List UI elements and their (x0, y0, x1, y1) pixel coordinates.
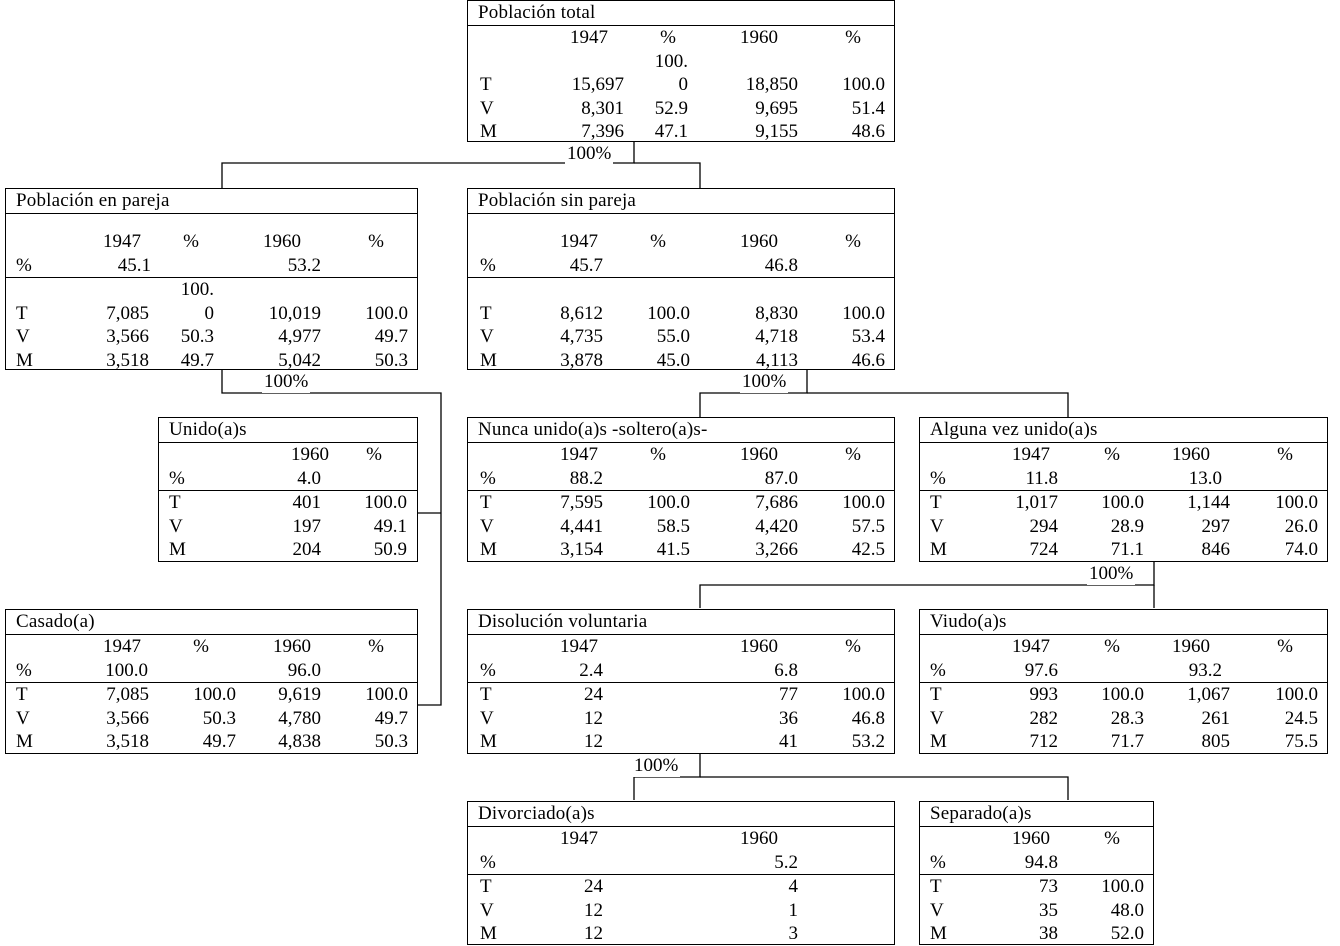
value-cell: 4,441 (560, 515, 603, 537)
value-cell: 100.0 (365, 684, 408, 705)
row-label: V (480, 899, 494, 921)
value-cell: 7,085 (106, 302, 149, 324)
pct-value: 11.8 (1025, 467, 1058, 489)
box-title: Separado(a)s (920, 802, 1153, 827)
value-cell: 100.0 (647, 302, 690, 324)
row-label: V (930, 899, 944, 921)
value-cell: 846 (1201, 539, 1230, 560)
row-label: V (480, 326, 494, 347)
box-title: Población sin pareja (468, 189, 894, 214)
value-cell: 100.0 (1101, 876, 1144, 897)
value-cell: 3,154 (560, 539, 603, 560)
value-cell: 49.1 (373, 515, 407, 537)
value-cell: 0 (204, 302, 214, 324)
col-header: % (650, 444, 666, 465)
value-cell: 3,266 (755, 539, 798, 560)
box-nunca-unidos (467, 417, 895, 562)
box-title: Nunca unido(a)s -soltero(a)s- (468, 418, 894, 443)
overflow-fragment: 100. (654, 50, 688, 72)
value-cell: 100.0 (1275, 492, 1318, 513)
overflow-fragment: 100. (180, 279, 214, 300)
value-cell: 100.0 (647, 492, 690, 513)
value-cell: 294 (1029, 515, 1058, 537)
connector-label-sinpareja: 100% (742, 371, 787, 392)
value-cell: 1,144 (1187, 492, 1230, 513)
pct-value: 13.0 (1188, 467, 1222, 489)
pct-value: 96.0 (287, 659, 321, 681)
value-cell: 75.5 (1284, 731, 1318, 752)
col-header: % (845, 636, 861, 657)
pct-label: % (930, 659, 946, 681)
col-header: % (1104, 828, 1120, 849)
col-header: 1960 (740, 828, 778, 849)
value-cell: 51.4 (851, 97, 885, 119)
value-cell: 4,718 (755, 326, 798, 347)
box-poblacion-total (467, 0, 895, 142)
col-header: 1947 (570, 27, 608, 48)
col-header: 1960 (1012, 828, 1050, 849)
row-label: V (169, 515, 183, 537)
pct-value: 2.4 (579, 659, 603, 681)
col-header: % (183, 231, 199, 252)
value-cell: 5,042 (278, 349, 321, 371)
value-cell: 8,830 (755, 302, 798, 324)
row-label: T (16, 302, 28, 324)
box-title: Disolución voluntaria (468, 610, 894, 635)
col-header: % (368, 636, 384, 657)
value-cell: 4,780 (278, 707, 321, 729)
col-header: 1960 (1172, 636, 1210, 657)
box-title: Viudo(a)s (920, 610, 1327, 635)
col-header: 1960 (740, 27, 778, 48)
col-header: 1947 (560, 444, 598, 465)
connector-label-disolucion: 100% (634, 755, 679, 776)
value-cell: 3,878 (560, 349, 603, 371)
pct-label: % (480, 254, 496, 276)
value-cell: 100.0 (1275, 684, 1318, 705)
col-header: % (1104, 636, 1120, 657)
value-cell: 100.0 (365, 302, 408, 324)
value-cell: 12 (584, 899, 603, 921)
value-cell: 49.7 (374, 326, 408, 347)
pct-value: 100.0 (105, 659, 148, 681)
value-cell: 58.5 (656, 515, 690, 537)
col-header: % (845, 231, 861, 252)
value-cell: 712 (1029, 731, 1058, 752)
value-cell: 7,595 (560, 492, 603, 513)
pct-label: % (480, 467, 496, 489)
value-cell: 3,518 (106, 349, 149, 371)
value-cell: 7,085 (106, 684, 149, 705)
value-cell: 297 (1201, 515, 1230, 537)
value-cell: 73 (1039, 876, 1058, 897)
value-cell: 4,113 (755, 349, 798, 371)
value-cell: 7,686 (755, 492, 798, 513)
row-label: T (480, 876, 492, 897)
pct-value: 87.0 (764, 467, 798, 489)
row-label: T (930, 876, 942, 897)
value-cell: 4,838 (278, 731, 321, 752)
row-label: T (480, 684, 492, 705)
col-header: % (845, 444, 861, 465)
pct-value: 45.1 (117, 254, 151, 276)
value-cell: 8,301 (581, 97, 624, 119)
value-cell: 993 (1029, 684, 1058, 705)
value-cell: 9,155 (755, 121, 798, 142)
row-label: M (480, 121, 497, 142)
col-header: 1960 (740, 636, 778, 657)
row-label: T (930, 684, 942, 705)
value-cell: 18,850 (745, 74, 798, 95)
box-separados (919, 801, 1154, 945)
pct-value: 94.8 (1024, 851, 1058, 873)
value-cell: 100.0 (842, 492, 885, 513)
value-cell: 12 (584, 923, 603, 944)
value-cell: 261 (1201, 707, 1230, 729)
col-header: 1960 (1172, 444, 1210, 465)
value-cell: 41 (779, 731, 798, 752)
col-header: % (193, 636, 209, 657)
value-cell: 1,067 (1187, 684, 1230, 705)
value-cell: 49.7 (180, 349, 214, 371)
value-cell: 28.9 (1110, 515, 1144, 537)
row-label: T (169, 492, 181, 513)
value-cell: 49.7 (374, 707, 408, 729)
row-label: M (480, 349, 497, 371)
box-title: Población en pareja (6, 189, 417, 214)
pct-value: 53.2 (287, 254, 321, 276)
box-poblacion-en-pareja (5, 188, 418, 370)
value-cell: 282 (1029, 707, 1058, 729)
value-cell: 100.0 (1101, 684, 1144, 705)
box-title: Población total (468, 1, 894, 26)
value-cell: 9,619 (278, 684, 321, 705)
value-cell: 4,735 (560, 326, 603, 347)
value-cell: 42.5 (851, 539, 885, 560)
value-cell: 0 (678, 74, 688, 95)
row-label: V (16, 707, 30, 729)
row-label: M (16, 731, 33, 752)
value-cell: 38 (1039, 923, 1058, 944)
col-header: % (845, 27, 861, 48)
value-cell: 50.3 (202, 707, 236, 729)
value-cell: 36 (779, 707, 798, 729)
value-cell: 197 (292, 515, 321, 537)
connector-label-pareja: 100% (264, 371, 309, 392)
row-label: V (480, 97, 494, 119)
box-title: Casado(a) (6, 610, 417, 635)
value-cell: 49.7 (202, 731, 236, 752)
pct-label: % (16, 254, 32, 276)
pct-value: 5.2 (774, 851, 798, 873)
row-label: M (930, 539, 947, 560)
row-label: M (169, 539, 186, 560)
value-cell: 46.8 (851, 707, 885, 729)
row-label: T (480, 74, 492, 95)
value-cell: 100.0 (842, 302, 885, 324)
col-header: % (1277, 636, 1293, 657)
box-divorciados (467, 801, 895, 945)
value-cell: 9,695 (755, 97, 798, 119)
value-cell: 3 (788, 923, 798, 944)
row-label: T (930, 492, 942, 513)
connector-label-total: 100% (567, 143, 612, 164)
col-header: 1960 (740, 231, 778, 252)
pct-value: 45.7 (569, 254, 603, 276)
value-cell: 3,518 (106, 731, 149, 752)
value-cell: 12 (584, 731, 603, 752)
value-cell: 4,977 (278, 326, 321, 347)
row-label: T (480, 302, 492, 324)
row-label: V (930, 707, 944, 729)
value-cell: 77 (779, 684, 798, 705)
value-cell: 401 (292, 492, 321, 513)
value-cell: 53.4 (851, 326, 885, 347)
pct-value: 6.8 (774, 659, 798, 681)
value-cell: 50.3 (180, 326, 214, 347)
box-title: Divorciado(a)s (468, 802, 894, 827)
value-cell: 47.1 (654, 121, 688, 142)
value-cell: 55.0 (656, 326, 690, 347)
value-cell: 10,019 (268, 302, 321, 324)
box-title: Alguna vez unido(a)s (920, 418, 1327, 443)
value-cell: 46.6 (851, 349, 885, 371)
row-label: V (480, 515, 494, 537)
connector-label-alguna: 100% (1089, 563, 1134, 584)
col-header: % (1104, 444, 1120, 465)
value-cell: 100.0 (842, 74, 885, 95)
box-unidos (158, 417, 418, 562)
value-cell: 28.3 (1110, 707, 1144, 729)
value-cell: 74.0 (1284, 539, 1318, 560)
value-cell: 50.9 (373, 539, 407, 560)
value-cell: 1,017 (1015, 492, 1058, 513)
value-cell: 57.5 (851, 515, 885, 537)
col-header: 1947 (560, 828, 598, 849)
value-cell: 100.0 (193, 684, 236, 705)
row-label: M (16, 349, 33, 371)
col-header: % (650, 231, 666, 252)
value-cell: 100.0 (364, 492, 407, 513)
col-header: % (368, 231, 384, 252)
value-cell: 100.0 (1101, 492, 1144, 513)
box-alguna-vez-unidos (919, 417, 1328, 562)
value-cell: 8,612 (560, 302, 603, 324)
pct-value: 88.2 (569, 467, 603, 489)
col-header: 1947 (103, 231, 141, 252)
col-header: 1960 (273, 636, 311, 657)
value-cell: 7,396 (581, 121, 624, 142)
row-label: M (930, 731, 947, 752)
col-header: 1960 (740, 444, 778, 465)
value-cell: 24 (584, 684, 603, 705)
pct-value: 93.2 (1188, 659, 1222, 681)
row-label: V (16, 326, 30, 347)
col-header: % (1277, 444, 1293, 465)
col-header: 1947 (103, 636, 141, 657)
box-disolucion-voluntaria (467, 609, 895, 754)
value-cell: 204 (292, 539, 321, 560)
value-cell: 50.3 (374, 349, 408, 371)
pct-value: 97.6 (1024, 659, 1058, 681)
value-cell: 805 (1201, 731, 1230, 752)
row-label: M (480, 923, 497, 944)
row-label: M (480, 731, 497, 752)
value-cell: 41.5 (656, 539, 690, 560)
col-header: 1947 (560, 636, 598, 657)
box-title: Unido(a)s (159, 418, 417, 443)
pct-label: % (930, 851, 946, 873)
col-header: 1960 (291, 444, 329, 465)
row-label: M (930, 923, 947, 944)
value-cell: 45.0 (656, 349, 690, 371)
col-header: 1960 (263, 231, 301, 252)
value-cell: 53.2 (851, 731, 885, 752)
value-cell: 4 (788, 876, 798, 897)
value-cell: 35 (1039, 899, 1058, 921)
col-header: 1947 (1012, 444, 1050, 465)
pct-value: 4.0 (297, 467, 321, 489)
pct-label: % (16, 659, 32, 681)
value-cell: 100.0 (842, 684, 885, 705)
value-cell: 3,566 (106, 326, 149, 347)
value-cell: 48.6 (851, 121, 885, 142)
value-cell: 24.5 (1284, 707, 1318, 729)
value-cell: 26.0 (1284, 515, 1318, 537)
row-label: T (16, 684, 28, 705)
row-label: V (930, 515, 944, 537)
value-cell: 15,697 (571, 74, 624, 95)
value-cell: 48.0 (1110, 899, 1144, 921)
row-label: T (480, 492, 492, 513)
value-cell: 12 (584, 707, 603, 729)
col-header: 1947 (1012, 636, 1050, 657)
row-label: M (480, 539, 497, 560)
value-cell: 52.0 (1110, 923, 1144, 944)
col-header: 1947 (560, 231, 598, 252)
value-cell: 50.3 (374, 731, 408, 752)
value-cell: 52.9 (654, 97, 688, 119)
pct-label: % (480, 851, 496, 873)
box-casado (5, 609, 418, 754)
row-label: V (480, 707, 494, 729)
value-cell: 71.1 (1110, 539, 1144, 560)
box-viudos (919, 609, 1328, 754)
col-header: % (366, 444, 382, 465)
value-cell: 24 (584, 876, 603, 897)
value-cell: 4,420 (755, 515, 798, 537)
value-cell: 1 (788, 899, 798, 921)
value-cell: 71.7 (1110, 731, 1144, 752)
pct-value: 46.8 (764, 254, 798, 276)
box-poblacion-sin-pareja (467, 188, 895, 370)
value-cell: 724 (1029, 539, 1058, 560)
value-cell: 3,566 (106, 707, 149, 729)
pct-label: % (169, 467, 185, 489)
pct-label: % (480, 659, 496, 681)
pct-label: % (930, 467, 946, 489)
col-header: % (660, 27, 676, 48)
